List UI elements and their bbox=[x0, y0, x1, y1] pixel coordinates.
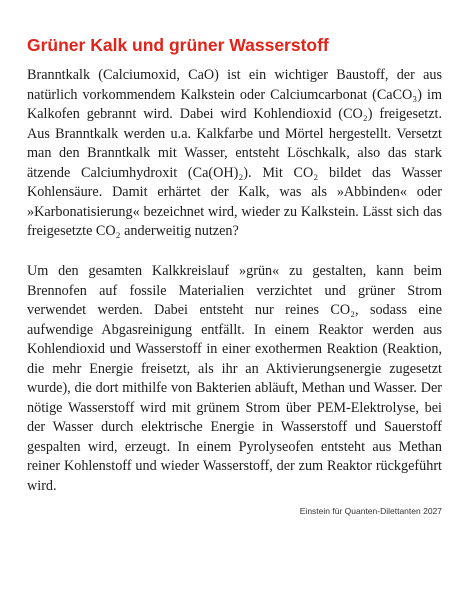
paragraph-kalkkreislauf: Um den gesamten Kalkkreislauf »grün« zu gestalten, kann beim Brennofen auf fossile Materialien verzichtet und grüner Strom verwendet werden. Dabei entsteht nur reines CO₂, sodass eine aufwendige Abgasreinigung entfällt. In einem Reaktor werden aus Kohlendioxid und Wasserstoff in einer exothermen Reaktion (Reaktion, die mehr Energie freisetzt, als ihr an Aktivierungsenergie zugesetzt wurde), die dort mithilfe von Bakterien abläuft, Methan und Wasser. Der nötige Wasserstoff wird mit grünem Strom über PEM-Elektrolyse, bei der Wasser durch elektrische Energie in Wasserstoff und Sauerstoff gespalten wird, erzeugt. In einem Pyrolyseofen entsteht aus Methan reiner Kohlenstoff und wieder Wasserstoff, der zum Reaktor rückgeführt wird. bbox=[27, 263, 442, 494]
paragraph-branntkalk: Branntkalk (Calciumoxid, CaO) ist ein wichtiger Baustoff, der aus natürlich vorkommendem Kalkstein oder Calciumcarbonat (CaCO₃) im Kalkofen gebrannt wird. Dabei wird Kohlendioxid (CO₂) freigesetzt. Aus Branntkalk werden u.a. Kalkfarbe und Mörtel hergestellt. Versetzt man den Branntkalk mit Wasser, entsteht Löschkalk, also das stark ätzende Calciumhydroxit (Ca(OH)₂). Mit CO₂ bildet das Wasser Kohlensäure. Damit erhärtet der Kalk, was als »Abbinden« oder »Karbonatisierung« bezeichnet wird, wieder zu Kalkstein. Lässt sich das freigesetzte CO₂ anderweitig nutzen? bbox=[27, 67, 442, 239]
source-footer: Einstein für Quanten-Dilettanten 2027 bbox=[299, 506, 442, 516]
article-title: Grüner Kalk und grüner Wasserstoff bbox=[27, 35, 329, 55]
